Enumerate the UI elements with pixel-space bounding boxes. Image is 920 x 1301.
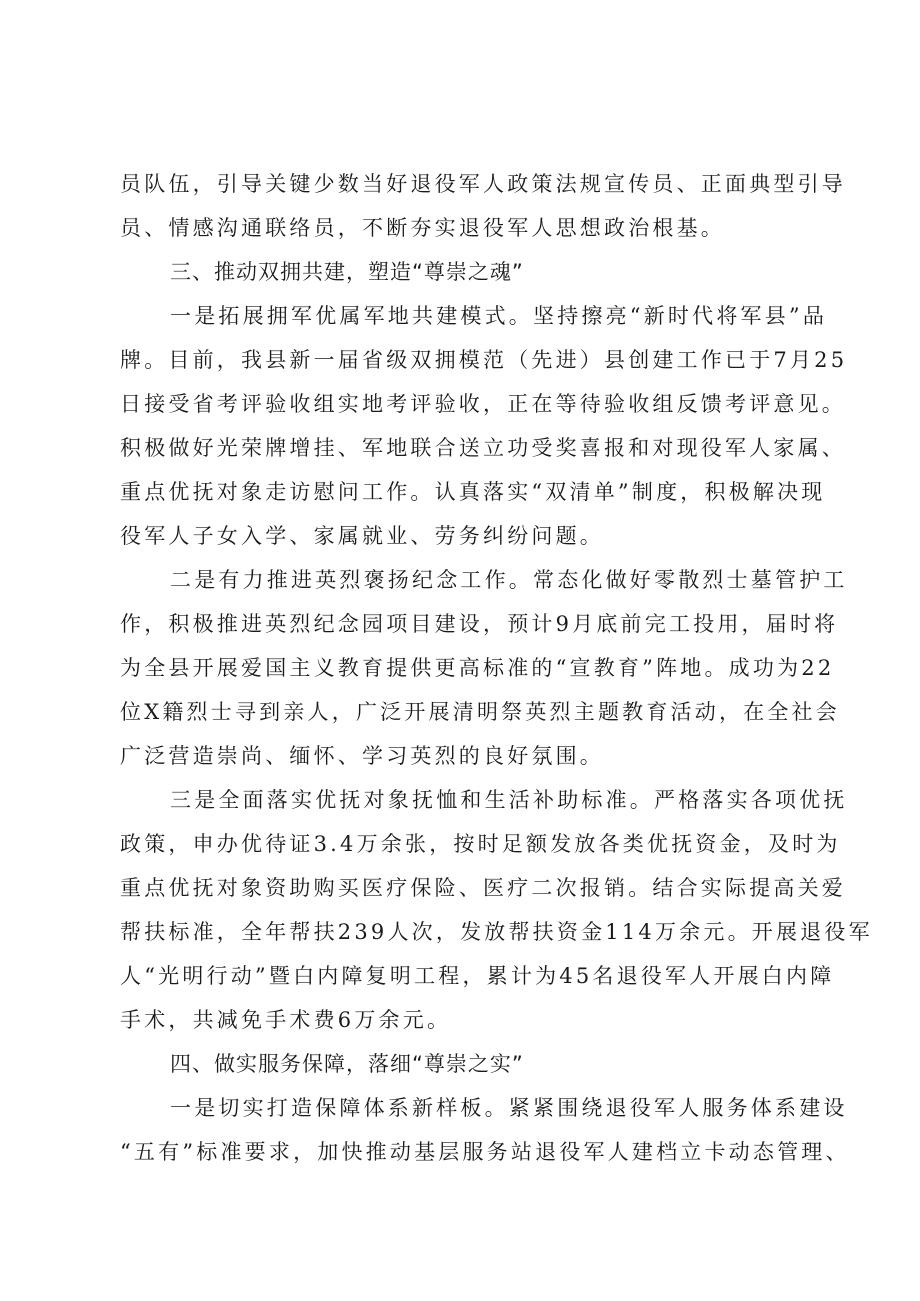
body-line: 手术，共减免手术费6万余元。 [120, 1008, 452, 1032]
body-line: 牌。目前，我县新一届省级双拥模范（先进）县创建工作已于7月25 [120, 348, 848, 372]
section-heading-4: 四、做实服务保障，落细“尊崇之实” [170, 1052, 524, 1076]
body-line: 帮扶标准，全年帮扶239人次，发放帮扶资金114万余元。开展退役军 [120, 920, 873, 944]
body-line: 广泛营造崇尚、缅怀、学习英烈的良好氛围。 [120, 744, 604, 768]
body-line: 役军人子女入学、家属就业、劳务纠纷问题。 [120, 524, 604, 548]
body-line: 人“光明行动”暨白内障复明工程，累计为45名退役军人开展白内障 [120, 964, 835, 988]
body-line: 二是有力推进英烈褒扬纪念工作。常态化做好零散烈士墓管护工 [170, 568, 848, 592]
body-line: 员队伍，引导关键少数当好退役军人政策法规宣传员、正面典型引导 [120, 172, 846, 196]
body-line: 一是切实打造保障体系新样板。紧紧围绕退役军人服务体系建设 [170, 1096, 848, 1120]
body-line: “五有”标准要求，加快推动基层服务站退役军人建档立卡动态管理、 [120, 1140, 850, 1164]
body-line: 重点优抚对象资助购买医疗保险、医疗二次报销。结合实际提高关爱 [120, 876, 846, 900]
section-heading-3: 三、推动双拥共建，塑造“尊崇之魂” [170, 260, 524, 284]
body-line: 位X籍烈士寻到亲人，广泛开展清明祭英烈主题教育活动，在全社会 [120, 700, 840, 724]
body-line: 三是全面落实优抚对象抚恤和生活补助标准。严格落实各项优抚 [170, 788, 848, 812]
body-line: 为全县开展爱国主义教育提供更高标准的“宣教育”阵地。成功为22 [120, 656, 835, 680]
body-line: 重点优抚对象走访慰问工作。认真落实“双清单”制度，积极解决现 [120, 480, 826, 504]
body-line: 日接受省考评验收组实地考评验收，正在等待验收组反馈考评意见。 [120, 392, 846, 416]
body-line: 员、情感沟通联络员，不断夯实退役军人思想政治根基。 [120, 216, 725, 240]
body-line: 积极做好光荣牌增挂、军地联合送立功受奖喜报和对现役军人家属、 [120, 436, 846, 460]
body-line: 一是拓展拥军优属军地共建模式。坚持擦亮“新时代将军县”品 [170, 304, 828, 328]
body-line: 政策，申办优待证3.4万余张，按时足额发放各类优抚资金，及时为 [120, 832, 841, 856]
body-line: 作，积极推进英烈纪念园项目建设，预计9月底前完工投用，届时将 [120, 612, 839, 636]
